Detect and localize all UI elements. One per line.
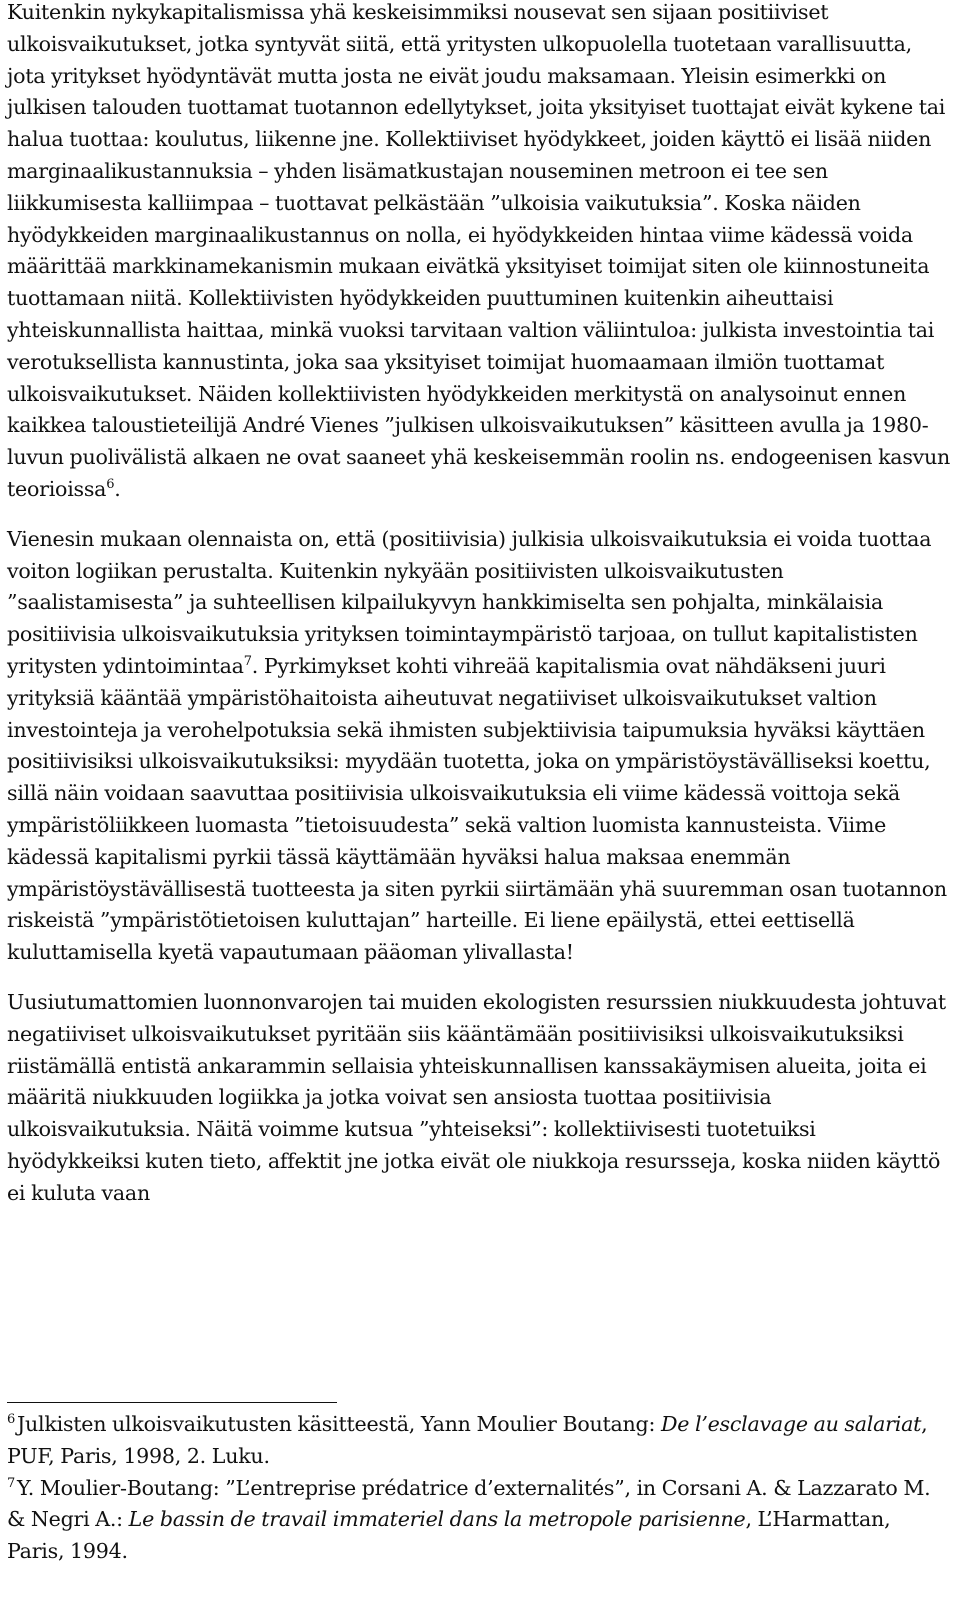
document-body: [7, 0, 953, 1209]
paragraph-text: . Pyrkimykset kohti vihreää kapitalismia ovat nähdäkseni juuri yrityksiä kääntää ympäristöhaitoista aiheutuvat negatiiviset ulkoisvaikutukset valtion investointeja ja verohelpotuksia sekä ihmisten subjektiivisia taipumuksia hyväksi käyttäen positiivisiksi ulkoisvaikutuksiksi: myydään tuotetta, joka on ympäristöystävälliseksi koettu, sillä näin voidaan saavuttaa positiivisia ulkoisvaikutuksia eli viime kädessä voittoja sekä ympäristöliikkeen luomasta ”tietoisuudesta” sekä valtion luomista kannusteista. Viime kädessä kapitalismi pyrkii tässä käyttämään hyväksi halua maksaa enemmän ympäristöystävällisestä tuotteesta ja siten pyrkii siirtämään yhä suuremman osan tuotannon riskeistä ”ympäristötietoisen kuluttajan” harteille. Ei liene epäilystä, ettei eettisellä kuluttamisella kyetä vapautumaan pääoman ylivallasta!: [7, 653, 947, 965]
footnotes: [7, 1409, 953, 1568]
footnote-ref-7[interactable]: 7: [243, 654, 252, 670]
footnote-ref-6[interactable]: 6: [106, 477, 115, 493]
footnote-number: 7: [7, 1475, 16, 1491]
footnote-title: De l’esclavage au salariat: [660, 1412, 922, 1436]
footnote-number: 6: [7, 1412, 16, 1428]
footnote-text: , L’Harmattan, Paris, 1994.: [7, 1507, 891, 1564]
paragraph-text: .: [114, 476, 121, 501]
footnote-6: [7, 1409, 953, 1473]
paragraph-1: [7, 0, 953, 506]
footnote-separator: [7, 1402, 337, 1403]
footnote-7: [7, 1473, 953, 1568]
footnote-text: , PUF, Paris, 1998, 2. Luku.: [7, 1412, 928, 1468]
footnote-title: Le bassin de travail immateriel dans la metropole parisienne: [128, 1507, 746, 1532]
paragraph-text: Uusiutumattomien luonnonvarojen tai muiden ekologisten resurssien niukkuudesta johtuvat negatiiviset ulkoisvaikutukset pyritään siis kääntämään positiivisiksi ulkoisvaikutuksiksi riistämällä entistä ankarammin sellaisia yhteiskunnallisen kanssakäymisen alueita, joita ei määritä niukkuuden logiikka ja jotka voivat sen ansiosta tuottaa positiivisia ulkoisvaikutuksia. Näitä voimme kutsua ”yhteiseksi”: kollektiivisesti tuotetuiksi hyödykkeiksi kuten tieto, affektit jne jotka eivät ole niukkoja resursseja, koska niiden käyttö ei kuluta vaan: [7, 989, 946, 1205]
footnote-text: Y. Moulier-Boutang: ”L’entreprise prédatrice d’externalités”, in Corsani A. & Lazzarato M. & Negri A.:: [7, 1475, 931, 1532]
paragraph-2: [7, 524, 953, 969]
paragraph-text: Vienesin mukaan olennaista on, että (positiivisia) julkisia ulkoisvaikutuksia ei voida tuottaa voiton logiikan perustalta. Kuitenkin nykyään positiivisten ulkoisvaikutusten ”saalistamisesta” ja suhteellisen kilpailukyvyn hankkimiselta sen pohjalta, minkälaisia positiivisia ulkoisvaikutuksia yrityksen toimintaympäristö tarjoaa, on tullut kapitalististen yritysten ydintoimintaa: [7, 526, 932, 678]
paragraph-3: [7, 987, 953, 1210]
footnote-text: Julkisten ulkoisvaikutusten käsitteestä, Yann Moulier Boutang:: [17, 1412, 661, 1436]
paragraph-text: Kuitenkin nykykapitalismissa yhä keskeisimmiksi nousevat sen sijaan positiiviset ulkoisvaikutukset, jotka syntyvät siitä, että yritysten ulkopuolella tuotetaan varallisuutta, jota yritykset hyödyntävät mutta josta ne eivät joudu maksamaan. Yleisin esimerkki on julkisen talouden tuottamat tuotannon edellytykset, joita yksityiset tuottajat eivät kykene tai halua tuottaa: koulutus, liikenne jne. Kollektiiviset hyödykkeet, joiden käyttö ei lisää niiden marginaalikustannuksia – yhden lisämatkustajan nouseminen metroon ei tee sen liikkumisesta kalliimpaa – tuottavat pelkästään ”ulkoisia vaikutuksia”. Koska näiden hyödykkeiden marginaalikustannus on nolla, ei hyödykkeiden hintaa viime kädessä voida määrittää markkinamekanismin mukaan eivätkä yksityiset toimijat siten ole kiinnostuneita tuottamaan niitä. Kollektiivisten hyödykkeiden puuttuminen kuitenkin aiheuttaisi yhteiskunnallista haittaa, minkä vuoksi tarvitaan valtion väliintuloa: julkista investointia tai verotuksellista kannustinta, joka saa yksityiset toimijat huomaamaan ilmiön tuottamat ulkoisvaikutukset. Näiden kollektiivisten hyödykkeiden merkitystä on analysoinut ennen kaikkea taloustieteilijä André Vienes ”julkisen ulkoisvaikutuksen” käsitteen avulla ja 1980-luvun puolivälistä alkaen ne ovat saaneet yhä keskeisemmän roolin ns. endogeenisen kasvun teorioissa: [7, 0, 951, 501]
